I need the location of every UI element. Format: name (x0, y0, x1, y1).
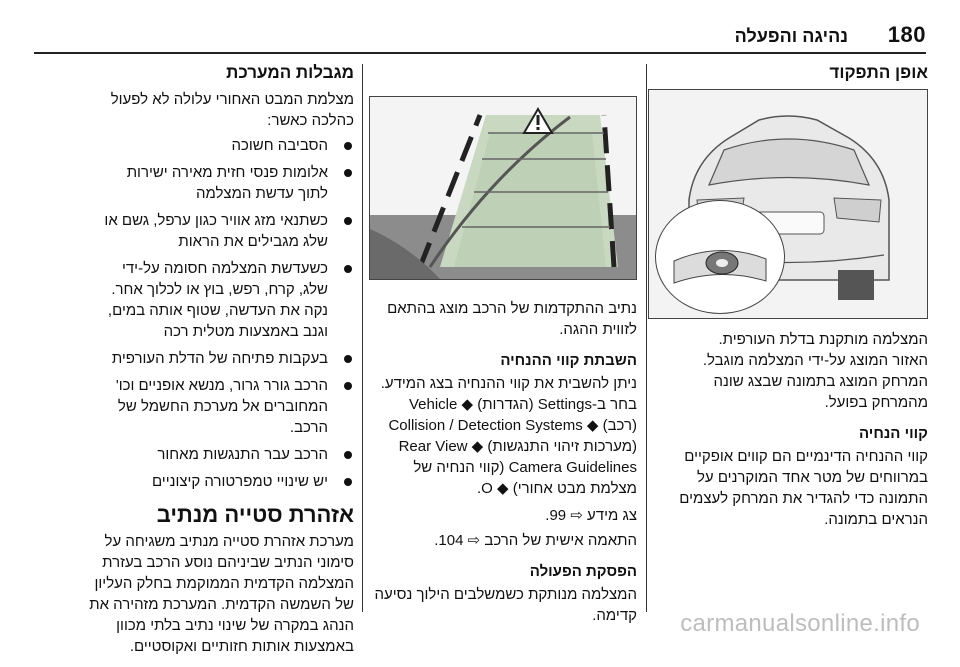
bullet-icon (344, 382, 352, 390)
guidelines-line: במרווחים של מטר אחד המוקרנים על (696, 469, 928, 486)
right-column (648, 62, 928, 540)
menu-path-line: Camera Guidelines (קווי הנחיה של (413, 459, 637, 476)
guidelines-line: התמונה כדי להגדיר את המרחק לעצמים (679, 490, 928, 507)
menu-path-line: בחר ב-Settings (הגדרות) ◆ Vehicle (408, 396, 637, 413)
bullet-text: המחוברים אל מערכת החשמל של (117, 398, 328, 415)
bullet-text: הרכב עבר התנגשות מאחור (157, 446, 328, 463)
bullet-text: כשתנאי מזג אוויר כגון ערפל, גשם או (104, 212, 328, 229)
bullet-icon (344, 478, 352, 486)
limits-bullet-list (34, 135, 354, 492)
bullet-text: שלג, קרח, רפש, בוץ או לכלוך אחר. (111, 281, 328, 298)
shutdown-heading: הפסקת הפעולה (529, 563, 637, 580)
bullet-text: בעקבות פתיחה של הדלת העורפית (111, 350, 328, 367)
bullet-text: לתוך עדשת המצלמה (195, 185, 328, 202)
menu-path-line: מצלמת מבט אחורי) ◆ O. (476, 480, 637, 497)
middle-column (367, 62, 637, 636)
lane-warning-line: המצלמה הקדמית הממוקמת בחלק העליון (94, 575, 354, 592)
disable-guidelines-heading: השבתת קווי ההנחיה (500, 352, 637, 369)
bullet-text: הסביבה חשוכה (231, 137, 328, 154)
caption-line: האזור המוצג על-ידי המצלמה מוגבל. (702, 352, 928, 369)
bullet-text: אלומות פנסי חזית מאירה ישירות (126, 164, 328, 181)
list-item (34, 258, 354, 342)
menu-path-line: (רכב) ◆ Collision / Detection Systems (388, 417, 637, 434)
watermark: carmanualsonline.info (680, 610, 920, 637)
camera-view-illustration (370, 97, 636, 279)
lane-warning-line: סימוני הנתיב שביניהם נוסע הרכב בעזרת (102, 554, 354, 571)
caption-line: מהמרחק בפועל. (824, 394, 928, 411)
page-header (0, 0, 960, 56)
bullet-icon (344, 355, 352, 363)
bullet-icon (344, 217, 352, 225)
column-divider-right (646, 64, 647, 612)
limits-intro-line: מצלמת המבט האחורי עלולה לא לפעול (110, 91, 354, 108)
column-divider-left (362, 64, 363, 612)
list-item (34, 135, 354, 156)
bullet-icon (344, 169, 352, 177)
lane-departure-heading: אזהרת סטייה מנתיב (156, 502, 354, 527)
header-rule (34, 52, 926, 54)
disable-intro: ניתן להשבית את קווי ההנחיה בצג המידע. (380, 375, 637, 392)
bullet-icon (344, 451, 352, 459)
list-item (34, 348, 354, 369)
caption-line: לזווית ההגה. (559, 321, 637, 338)
chapter-title: נהיגה והפעלה (734, 26, 848, 46)
system-limits-heading: מגבלות המערכת (226, 63, 354, 82)
rear-camera-display (369, 96, 637, 280)
camera-icon (656, 201, 784, 313)
limits-intro-line: כהלכה כאשר: (267, 112, 354, 129)
guidelines-heading: קווי הנחיה (858, 425, 928, 442)
reference-display: צג מידע ⇨ 99. (545, 507, 637, 524)
list-item (34, 375, 354, 438)
section-heading-operation: אופן התפקוד (829, 63, 928, 82)
bullet-text: וגנב באמצעות מטלית רכה (163, 323, 328, 340)
bullet-text: יש שינויי טמפרטורה קיצוניים (151, 473, 328, 490)
bullet-text: שלג מגבילים את הראות (178, 233, 328, 250)
guidelines-line: הנראים בתמונה. (824, 511, 928, 528)
caption-line: נתיב ההתקדמות של הרכב מוצג בהתאם (387, 300, 637, 317)
list-item (34, 444, 354, 465)
lane-warning-line: הנהג במקרה של שינוי נתיב בלתי מכוון (116, 617, 354, 634)
shutdown-line: קדימה. (592, 607, 637, 624)
left-column (34, 62, 354, 667)
list-item (34, 210, 354, 252)
bullet-text: הרכב. (289, 419, 328, 436)
camera-callout (655, 200, 785, 314)
list-item (34, 162, 354, 204)
caption-line: המצלמה מותקנת בדלת העורפית. (718, 331, 928, 348)
lane-warning-line: מערכת אזהרת סטייה מנתיב משגיחה על (104, 533, 354, 550)
lane-warning-line: באמצעות אותות חזותיים ואקוסטיים. (129, 638, 354, 655)
lane-warning-line: של השמשה הקדמית. המערכת מזהירה את (89, 596, 354, 613)
bullet-text: נקה את העדשה, שטוף אותה במים, (107, 302, 328, 319)
shutdown-line: המצלמה מנותקת כשמשלבים הילוך נסיעה (374, 586, 637, 603)
list-item (34, 471, 354, 492)
bullet-text: הרכב גורר גרור, מנשא אופניים וכו' (115, 377, 328, 394)
guidelines-line: קווי ההנחיה הדינמיים הם קווים אופקיים (684, 448, 928, 465)
bullet-icon (344, 265, 352, 273)
bullet-text: כשעדשת המצלמה חסומה על-ידי (121, 260, 328, 277)
page-number: 180 (887, 22, 926, 47)
car-rear-figure (648, 89, 928, 319)
bullet-icon (344, 142, 352, 150)
menu-path-line: (מערכות זיהוי התנגשות) ◆ Rear View (398, 438, 637, 455)
caption-line: המרחק המוצג בתמונה שבצג שונה (713, 373, 928, 390)
reference-personalization: התאמה אישית של הרכב ⇨ 104. (434, 532, 637, 549)
